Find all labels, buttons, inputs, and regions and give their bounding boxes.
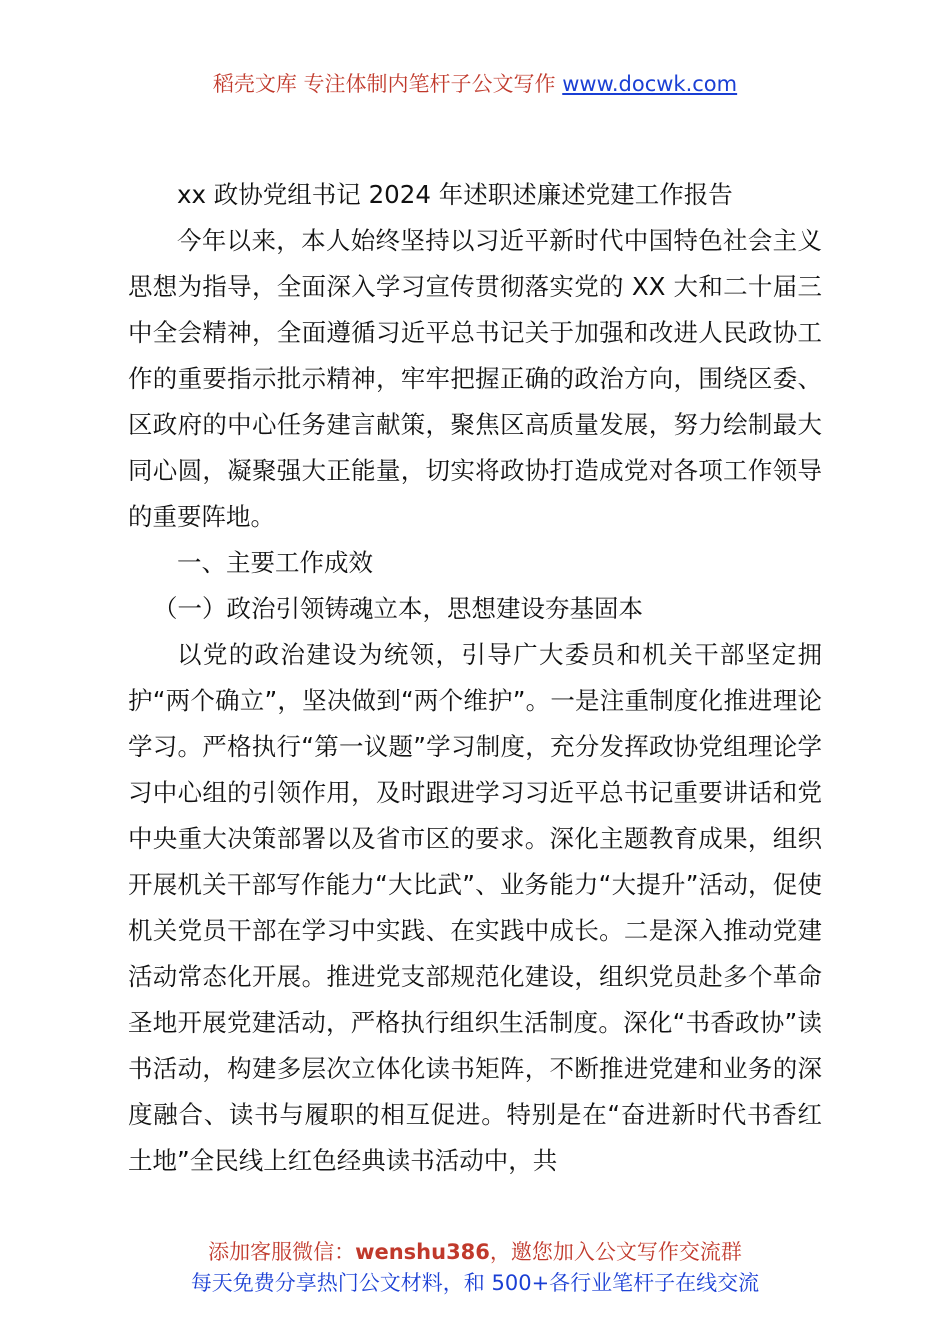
document-title: xx 政协党组书记 2024 年述职述廉述党建工作报告: [177, 180, 733, 209]
wechat-id: wenshu386: [355, 1240, 490, 1264]
page-footer: [0, 1237, 950, 1299]
document-body: [128, 172, 822, 1184]
page-header: [0, 68, 950, 100]
brand-text: 稻壳文库 专注体制内笔杆子公文写作: [212, 72, 556, 96]
site-link[interactable]: www.docwk.com: [562, 72, 738, 96]
footer-line-promo: 每天免费分享热门公文材料，和 500+各行业笔杆子在线交流: [190, 1271, 760, 1295]
intro-paragraph: 今年以来，本人始终坚持以习近平新时代中国特色社会主义思想为指导，全面深入学习宣传贯彻落实党的 XX 大和二十届三中全会精神，全面遵循习近平总书记关于加强和改进人民政协工作的重要指示批示精神，牢牢把握正确的政治方向，围绕区委、区政府的中心任务建言献策，聚焦区高质量发展，努力绘制最大同心圆，凝聚强大正能量，切实将政协打造成党对各项工作领导的重要阵地。: [128, 226, 822, 531]
body-paragraph: 以党的政治建设为统领，引导广大委员和机关干部坚定拥护“两个确立”，坚决做到“两个维护”。一是注重制度化推进理论学习。严格执行“第一议题”学习制度，充分发挥政协党组理论学习中心组的引领作用，及时跟进学习习近平总书记重要讲话和党中央重大决策部署以及省市区的要求。深化主题教育成果，组织开展机关干部写作能力“大比武”、业务能力“大提升”活动，促使机关党员干部在学习中实践、在实践中成长。二是深入推动党建活动常态化开展。推进党支部规范化建设，组织党员赴多个革命圣地开展党建活动，严格执行组织生活制度。深化“书香政协”读书活动，构建多层次立体化读书矩阵，不断推进党建和业务的深度融合、读书与履职的相互促进。特别是在“奋进新时代书香红土地”全民线上红色经典读书活动中，共: [128, 640, 822, 1175]
subsection-heading: （一）政治引领铸魂立本，思想建设夯基固本: [153, 594, 643, 623]
section-heading: 一、主要工作成效: [177, 548, 373, 577]
footer-line-contact: [0, 1237, 950, 1268]
footer-contact-prefix: 添加客服微信：: [208, 1240, 356, 1264]
footer-contact-suffix: ，邀您加入公文写作交流群: [489, 1240, 742, 1264]
